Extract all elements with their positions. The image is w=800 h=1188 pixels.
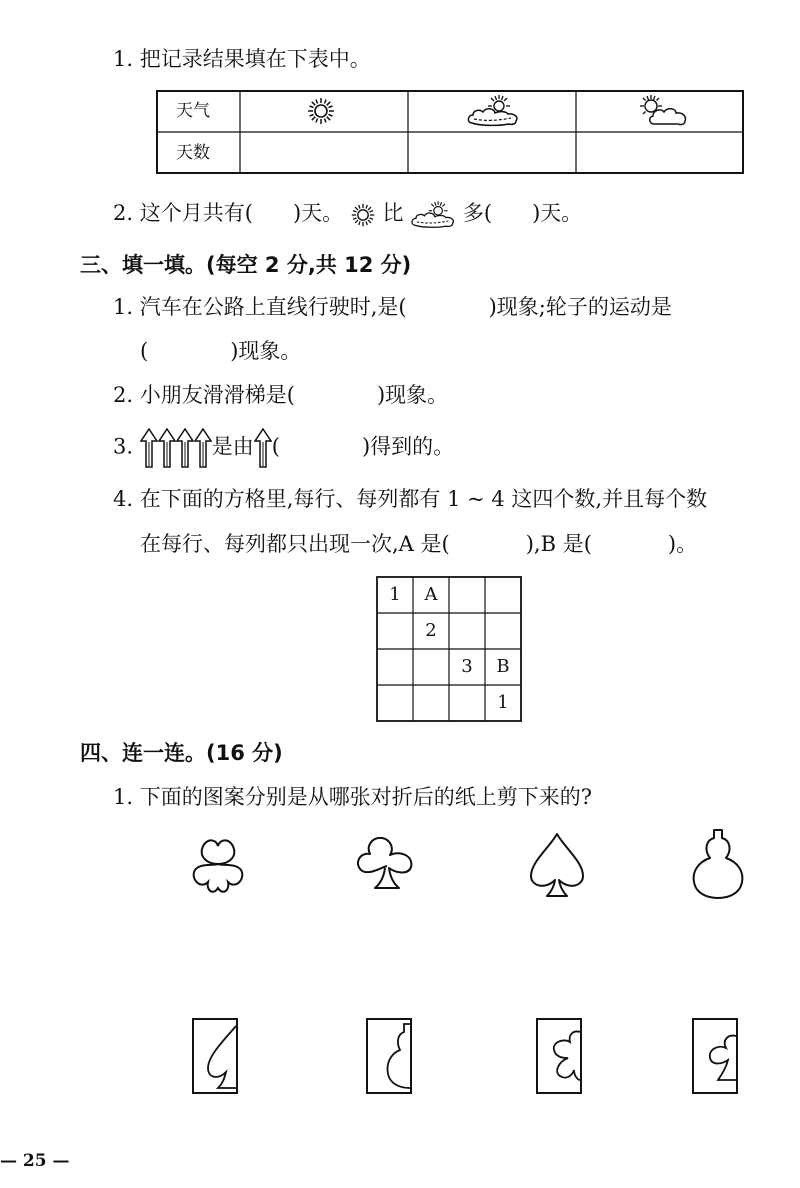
question-text: 汽车在公路上直线行驶时,是(	[139, 295, 407, 319]
question-text: )。	[667, 532, 698, 556]
weather-record-table	[156, 90, 744, 174]
folded-club-half[interactable]	[692, 1018, 738, 1094]
flower-shape[interactable]	[178, 830, 258, 900]
folded-spade-half[interactable]	[192, 1018, 238, 1094]
club-shape[interactable]	[352, 828, 422, 898]
question-text: 是由	[211, 434, 254, 459]
section-3-question-4-cont	[140, 529, 697, 559]
question-text: ),B 是(	[525, 532, 592, 556]
question-number: 3.	[113, 434, 134, 459]
grid-cell[interactable]	[485, 577, 521, 613]
grid-cell: 3	[461, 656, 473, 677]
days-input-sunny[interactable]	[240, 132, 408, 174]
question-text: )现象。	[230, 339, 302, 363]
sun-behind-cloud-icon	[410, 200, 456, 230]
section-3-question-2	[113, 380, 448, 410]
question-text: 下面的图案分别是从哪张对折后的纸上剪下来的?	[139, 785, 592, 809]
grid-cell: B	[496, 656, 510, 677]
grid-cell: 1	[389, 584, 401, 605]
section-4-title: 四、连一连。(16 分)	[80, 741, 283, 765]
question-number: 2.	[113, 201, 134, 225]
question-text: 在下面的方格里,每行、每列都有 1 ~ 4 这四个数,并且每个数	[139, 487, 708, 511]
arrow-up-icon	[158, 428, 176, 468]
row-label-days: 天数	[176, 143, 210, 163]
arrow-up-icon	[140, 428, 158, 468]
page-number: — 25 —	[0, 1151, 70, 1171]
grid-cell[interactable]	[413, 649, 449, 685]
question-2	[113, 198, 582, 230]
question-text: )天。	[292, 201, 344, 225]
question-text: )得到的。	[361, 434, 455, 459]
arrow-up-icon	[254, 428, 272, 468]
question-text: )现象;轮子的运动是	[488, 295, 672, 319]
sun-behind-cloud-icon	[466, 94, 520, 128]
section-3-question-4	[113, 484, 707, 514]
grid-cell: 1	[497, 692, 509, 713]
arrow-up-icon	[176, 428, 194, 468]
question-number: 4.	[113, 487, 134, 511]
question-text: 在每行、每列都只出现一次,A 是(	[140, 532, 450, 556]
grid-cell[interactable]	[449, 613, 485, 649]
question-text: 多(	[462, 201, 493, 225]
question-text: 这个月共有(	[139, 201, 253, 225]
grid-cell[interactable]	[377, 685, 413, 721]
row-label-weather: 天气	[176, 101, 210, 121]
question-text: 小朋友滑滑梯是(	[139, 383, 295, 407]
folded-gourd-half[interactable]	[366, 1018, 412, 1094]
section-3-title: 三、填一填。(每空 2 分,共 12 分)	[80, 253, 412, 277]
section-4-question-1	[113, 782, 592, 812]
folded-flower-half[interactable]	[536, 1018, 582, 1094]
days-input-partly-cloudy[interactable]	[576, 132, 744, 174]
gourd-shape[interactable]	[690, 826, 746, 902]
question-number: 1.	[113, 47, 134, 71]
grid-cell: A	[424, 584, 438, 605]
section-3-question-1-cont	[140, 336, 301, 366]
grid-cell: 2	[425, 620, 437, 641]
grid-cell[interactable]	[449, 685, 485, 721]
grid-cell[interactable]	[377, 613, 413, 649]
arrow-up-icon	[194, 428, 212, 468]
grid-cell[interactable]	[413, 685, 449, 721]
grid-cell[interactable]	[485, 613, 521, 649]
question-text: 比	[382, 201, 404, 225]
question-number: 2.	[113, 383, 134, 407]
sun-icon	[350, 202, 376, 228]
grid-cell[interactable]	[377, 649, 413, 685]
question-text: )天。	[532, 201, 583, 225]
question-1-intro	[113, 44, 371, 74]
question-text: (	[271, 434, 280, 459]
question-text: )现象。	[376, 383, 449, 407]
section-3-question-1	[113, 292, 672, 322]
question-number: 1.	[113, 785, 134, 809]
grid-cell[interactable]	[449, 577, 485, 613]
question-text: (	[140, 339, 149, 363]
question-number: 1.	[113, 295, 134, 319]
spade-shape[interactable]	[525, 830, 589, 902]
sun-icon	[306, 96, 336, 126]
question-text: 把记录结果填在下表中。	[139, 47, 371, 71]
days-input-cloudy[interactable]	[408, 132, 576, 174]
section-3-question-3	[113, 428, 454, 468]
sun-partly-cloudy-icon	[634, 94, 688, 128]
